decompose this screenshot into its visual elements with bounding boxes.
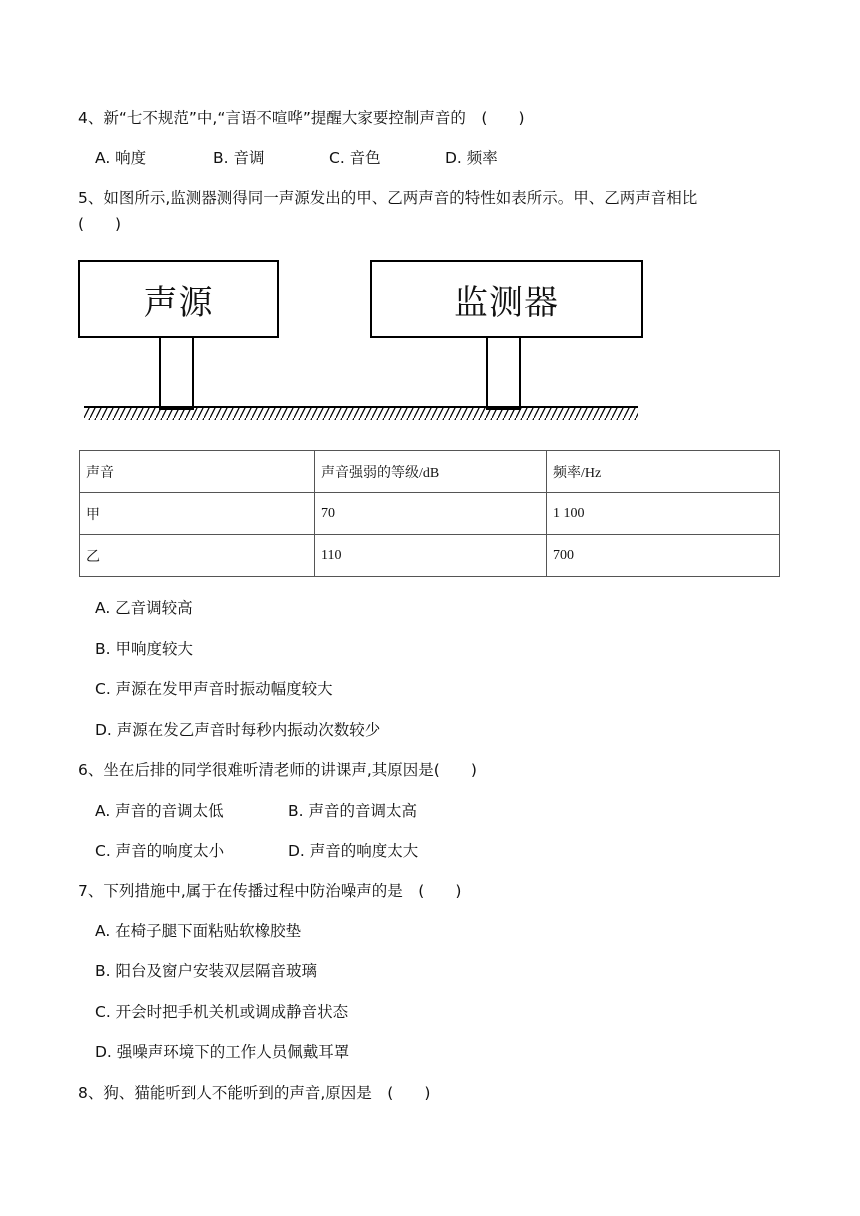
question-5-stem: 5、如图所示,监测器测得同一声源发出的甲、乙两声音的特性如表所示。甲、乙两声音相比 [78, 189, 698, 207]
question-6-stem: 6、坐在后排的同学很难听清老师的讲课声,其原因是( ) [78, 761, 477, 779]
table-cell: 700 [547, 535, 780, 577]
table-cell: 1 100 [547, 493, 780, 535]
option-d: D. 声源在发乙声音时每秒内振动次数较少 [95, 721, 381, 739]
question-4-stem: 4、新“七不规范”中,“言语不喧哗”提醒大家要控制声音的 ( ) [78, 109, 525, 127]
sound-source-box: 声源 [78, 260, 279, 338]
table-header-cell: 声音强弱的等级/dB [315, 451, 547, 493]
monitor-box: 监测器 [370, 260, 643, 338]
table-cell: 110 [315, 535, 547, 577]
table-cell: 70 [315, 493, 547, 535]
table-row [80, 535, 780, 577]
option-d: D. 频率 [445, 149, 498, 167]
table-cell: 乙 [80, 535, 315, 577]
table-header-cell: 频率/Hz [547, 451, 780, 493]
question-7-stem: 7、下列措施中,属于在传播过程中防治噪声的是 ( ) [78, 882, 462, 900]
sound-properties-table [79, 450, 780, 577]
option-c: C. 音色 [329, 149, 381, 167]
question-5-stem-continued: ( ) [78, 215, 122, 233]
table-row [80, 493, 780, 535]
question-4-options [95, 148, 498, 168]
table-header-row [80, 451, 780, 493]
table-cell: 甲 [80, 493, 315, 535]
option-c: C. 开会时把手机关机或调成静音状态 [95, 1003, 349, 1021]
option-a: A. 在椅子腿下面粘贴软橡胶垫 [95, 922, 302, 940]
monitor-stand [486, 336, 521, 410]
question-6-options-row-1 [95, 801, 417, 821]
option-d: D. 声音的响度太大 [288, 842, 419, 860]
option-b: B. 阳台及窗户安装双层隔音玻璃 [95, 962, 317, 980]
option-b: B. 声音的音调太高 [288, 802, 417, 820]
option-a: A. 声音的音调太低 [95, 802, 224, 820]
option-d: D. 强噪声环境下的工作人员佩戴耳罩 [95, 1043, 350, 1061]
option-c: C. 声音的响度太小 [95, 842, 225, 860]
source-stand [159, 336, 194, 410]
option-a: A. 乙音调较高 [95, 599, 193, 617]
option-a: A. 响度 [95, 149, 147, 167]
option-c: C. 声源在发甲声音时振动幅度较大 [95, 680, 333, 698]
question-8-stem: 8、狗、猫能听到人不能听到的声音,原因是 ( ) [78, 1084, 431, 1102]
question-6-options-row-2 [95, 841, 418, 861]
table-header-cell: 声音 [80, 451, 315, 493]
ground-hatching [84, 406, 638, 421]
option-b: B. 音调 [213, 149, 265, 167]
option-b: B. 甲响度较大 [95, 640, 193, 658]
